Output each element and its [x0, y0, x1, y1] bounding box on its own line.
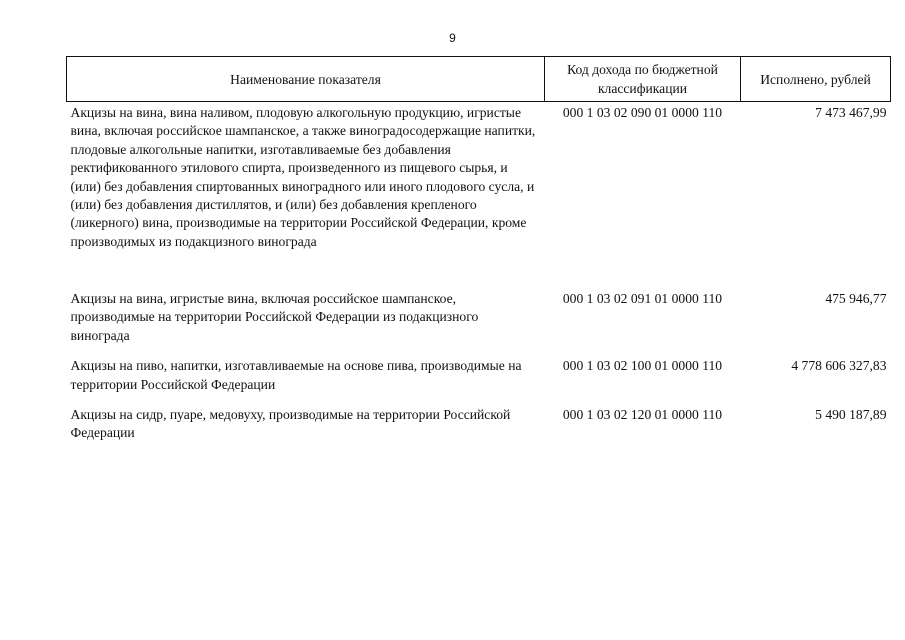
table-header-row: [67, 57, 891, 102]
row-name: Акцизы на пиво, напитки, изготавливаемые на основе пива, производимые на территории Российской Федерации: [70, 358, 522, 392]
table-row: [67, 102, 891, 275]
row-code: 000 1 03 02 100 01 0000 110: [562, 358, 723, 374]
row-code: 000 1 03 02 120 01 0000 110: [562, 407, 723, 423]
header-name: Наименование показателя: [67, 57, 545, 102]
row-amount: 475 946,77: [825, 291, 887, 306]
row-amount: 5 490 187,89: [815, 407, 887, 423]
row-name: Акцизы на вина, игристые вина, включая российское шампанское, производимые на территории Российской Федерации из подакцизного винограда: [70, 291, 479, 343]
header-code: Код дохода по бюджетной классификации: [545, 57, 741, 102]
row-name: Акцизы на вина, вина наливом, плодовую алкогольную продукцию, игристые вина, включая российское шампанское, а также виноградосодержащие напитки, плодовые алкогольные напитки, изготавливаемые без добавления ректификованного этилового спирта, произведенного из пищевого сырья, и (или) без добавления спиртованных виноградного или иного плодового сусла, и (или) без добавления дистиллятов, и (или) без добавления крепленого (ликерного) вина, производимые на территории Российской Федерации, кроме производимых из подакцизного винограда: [70, 105, 536, 249]
header-amount: Исполнено, рублей: [741, 57, 891, 102]
row-name: Акцизы на сидр, пуаре, медовуху, производимые на территории Российской Федерации: [70, 407, 511, 441]
row-code: 000 1 03 02 091 01 0000 110: [562, 291, 723, 306]
table-row: [67, 345, 891, 394]
table-row: [67, 274, 891, 345]
revenue-table: [66, 56, 891, 446]
row-amount: 4 778 606 327,83: [791, 358, 887, 374]
page-number: 9: [449, 31, 456, 45]
row-code: 000 1 03 02 090 01 0000 110: [562, 105, 723, 120]
table-row: [67, 394, 891, 446]
row-amount: 7 473 467,99: [815, 105, 887, 120]
